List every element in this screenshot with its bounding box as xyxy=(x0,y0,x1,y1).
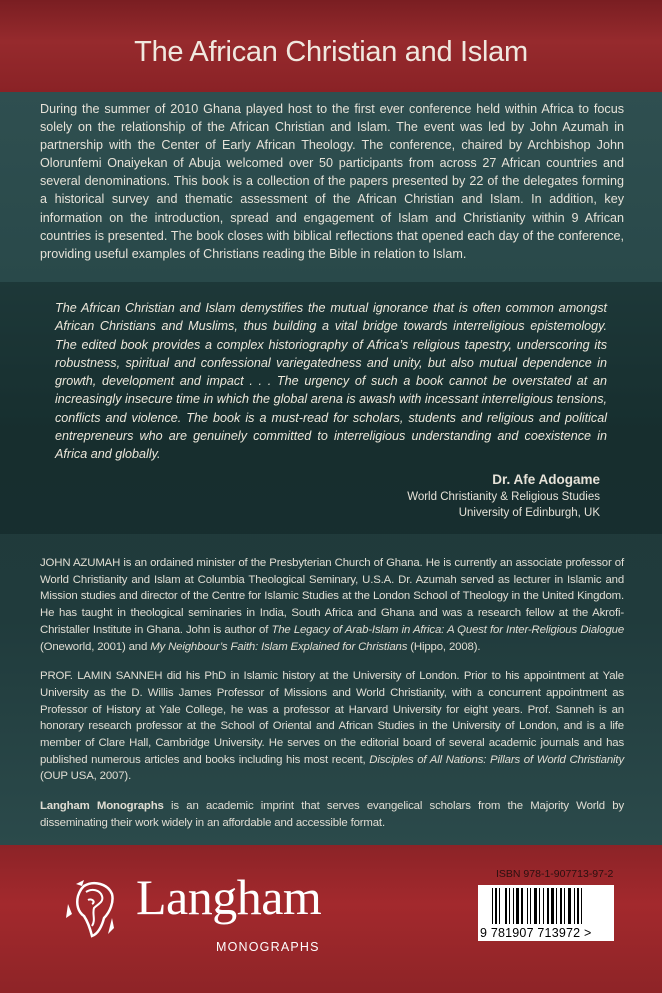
publisher-logo-subtitle: MONOGRAPHS xyxy=(216,940,320,954)
publisher-logo-wordmark: Langham xyxy=(136,869,322,925)
barcode-bar xyxy=(556,888,557,924)
barcode-bar xyxy=(574,888,575,924)
bio-text: PROF. LAMIN SANNEH did his PhD in Islamic history at the University of London. Prior to his appointment at Yale University as the D. Willis James Professor of Missions and World Christianity, with a concurrent appointment as Professor of History at Yale College, he was a professor at Harvard University for eight years. Prof. Sanneh is an honorary research professor at the School of Oriental and African Studies in the University of London, and is a life member of Clare Hall, Cambridge University. He serves on the editorial board of several academic journals and has published numerous articles and books including his most recent, xyxy=(40,670,624,766)
endorser-name: Dr. Afe Adogame xyxy=(492,471,600,487)
bio-john-azumah xyxy=(40,555,624,655)
book-description: During the summer of 2010 Ghana played host to the first ever conference held within Africa to focus solely on the relationship of the African Christian and Islam. The event was led by John Azumah in partnership with the Center of Early African Theology. The conference, chaired by Archbishop John Olorunfemi Onaiyekan of Abuja welcomed over 50 participants from across 27 African countries and several denominations. This book is a collection of the papers presented by 22 of the delegates forming a historical survey and thematic assessment of the African Christian and Islam. In addition, key information on the introduction, spread and engagement of Islam and Christianity within 9 African countries is presented. The book closes with biblical reflections that opened each day of the conference, providing useful examples of Christians reading the Bible in relation to Islam. xyxy=(40,102,624,261)
barcode-bar xyxy=(505,888,507,924)
barcode-bar xyxy=(581,888,582,924)
barcode-bar xyxy=(560,888,562,924)
barcode-bar xyxy=(534,888,537,924)
barcode-bar xyxy=(513,888,514,924)
barcode-bar xyxy=(551,888,554,924)
barcode-bar xyxy=(543,888,544,924)
barcode-bars xyxy=(484,888,608,924)
barcode-bar xyxy=(521,888,523,924)
barcode-bar xyxy=(527,888,528,924)
endorsement-attribution xyxy=(407,470,600,521)
book-reference: The Legacy of Arab-Islam in Africa: A Quest for Inter-Religious Dialogue xyxy=(271,623,625,636)
endorser-affiliation-2: University of Edinburgh, UK xyxy=(458,506,600,519)
bio-text: JOHN AZUMAH is an ordained minister of the Presbyterian Church of Ghana. He is currently an associate professor of World Christianity and Islam at Columbia Theological Seminary, U.S.A. Dr. Azumah served as lecturer in Islamic and Mission studies and director of the Centre for Islamic Studies at the London School of Theology in the United Kingdom. He has taught in theological seminaries in India, South Africa and Ghana and was a research fellow at the Akrofi-Christaller Institute in Ghana. John is author of xyxy=(40,557,624,636)
barcode-digits: 9 781907 713972 > xyxy=(480,926,592,940)
book-reference: My Neighbour’s Faith: Islam Explained for Christians xyxy=(150,640,408,653)
bio-text: (Hippo, 2008). xyxy=(407,640,481,653)
imprint-description xyxy=(40,798,624,831)
barcode-bar xyxy=(539,888,540,924)
barcode-bar xyxy=(530,888,531,924)
imprint-text: is an academic imprint that serves evangelical scholars from the Majority World by disseminating their work widely in an affordable and accessible format. xyxy=(40,800,625,829)
barcode-bar xyxy=(568,888,571,924)
barcode-bar xyxy=(564,888,565,924)
bio-text: (OUP USA, 2007). xyxy=(40,770,132,783)
barcode-bar xyxy=(509,888,510,924)
barcode-bar xyxy=(495,888,497,924)
endorser-affiliation-1: World Christianity & Religious Studies xyxy=(407,490,600,503)
bio-lamin-sanneh xyxy=(40,668,624,785)
globe-africa-icon xyxy=(62,878,122,938)
barcode-bar xyxy=(577,888,579,924)
barcode xyxy=(478,885,614,941)
endorsement-quote: The African Christian and Islam demystifies the mutual ignorance that is often common amongst African Christians and Muslims, thus building a vital bridge towards interreligious epistemology. The edited book provides a complex historiography of Africa’s religious tapestry, underscoring its robustness, spiritual and confessional variegatedness and unity, but also mutual dependence in growth, development and impact . . . The urgency of such a book cannot be overstated at an increasingly insecure time in which the global arena is awash with incessant interreligious tensions, conflicts and violence. The book is a must-read for scholars, students and religious and political entrepreneurs who are genuinely committed to interreligious understanding and coexistence in Africa and globally. xyxy=(55,301,607,462)
isbn-label: ISBN 978-1-907713-97-2 xyxy=(496,868,614,880)
endorsement xyxy=(55,299,607,521)
imprint-name: Langham Monographs xyxy=(40,800,164,813)
barcode-bar xyxy=(516,888,519,924)
barcode-bar xyxy=(492,888,493,924)
author-bios xyxy=(40,555,624,832)
book-title: The African Christian and Islam xyxy=(134,36,528,68)
bio-text: (Oneworld, 2001) and xyxy=(40,640,151,653)
barcode-bar xyxy=(547,888,549,924)
book-reference: Disciples of All Nations: Pillars of World Christianity xyxy=(369,753,624,766)
barcode-bar xyxy=(499,888,500,924)
